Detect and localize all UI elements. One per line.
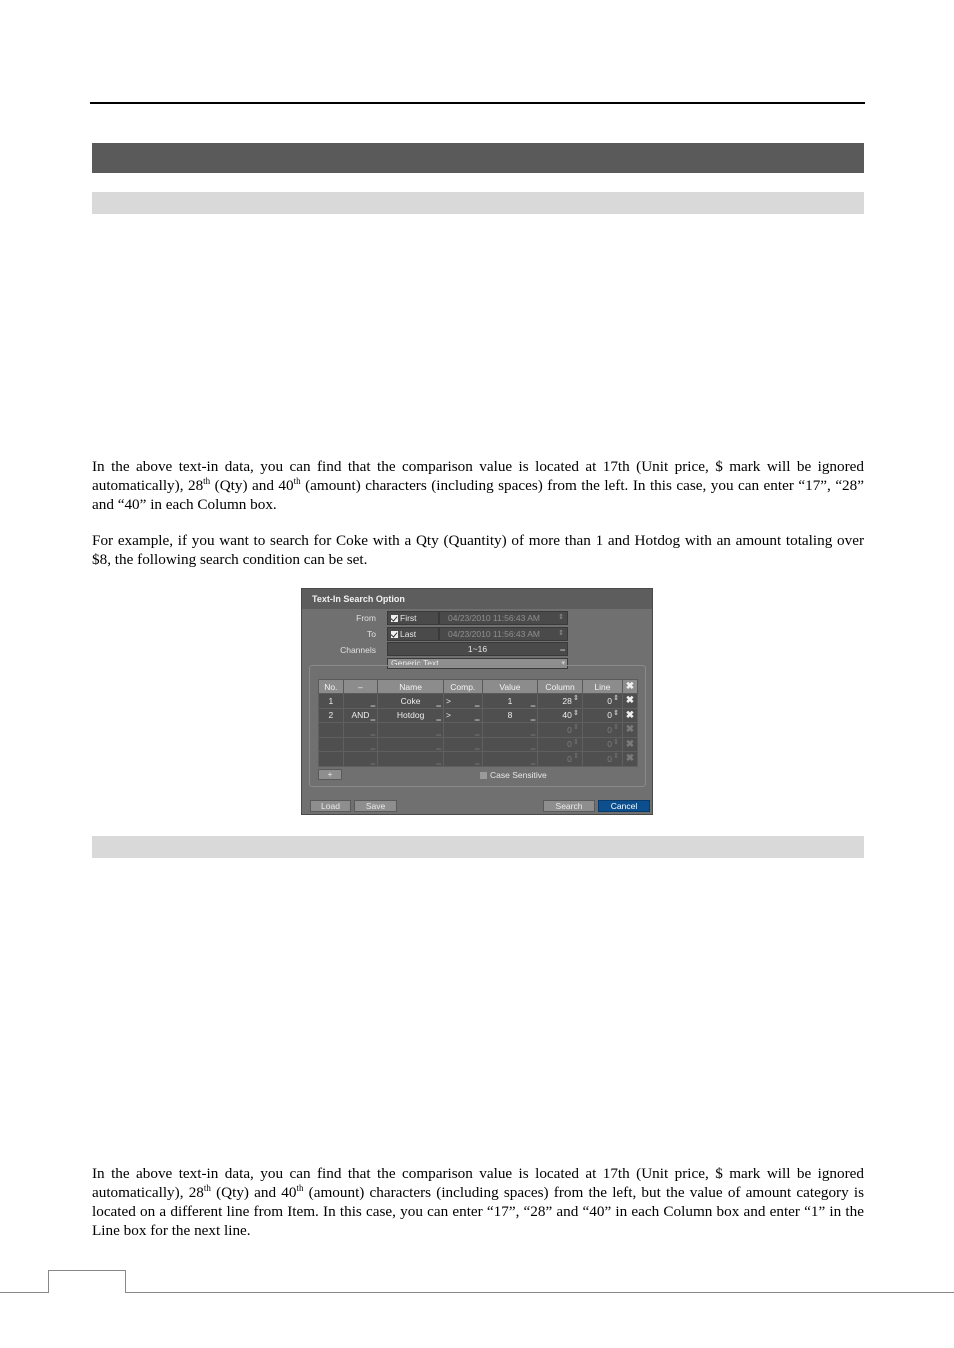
footer-rule [0,1292,954,1293]
page-number-tab [48,1270,126,1293]
header-rule [90,102,865,104]
row-name[interactable]: ▁ [378,752,444,767]
row-line[interactable]: 0 ⇕ [582,708,622,723]
row-line[interactable]: 0 ⇕ [582,694,622,709]
row-operator[interactable]: ▁ [343,694,378,709]
channels-label: Channels [340,645,376,655]
add-row-button[interactable]: + [318,769,342,780]
spinner-icon: ⇕ [558,630,564,637]
row-name[interactable]: Coke ▁ [378,694,444,709]
row-comp[interactable]: > ▁ [444,708,483,723]
col-comp: Comp. [444,680,483,694]
col-value: Value [482,680,538,694]
table-row [319,752,638,767]
col-no: No. [319,680,344,694]
paragraph-3: In the above text-in data, you can find that the comparison value is located at 17th (Unit price, $ mark will be ignored automatically), 28th (Qty) and 40th (amount) characters (including spaces) from the left, but the value of amount category is located on a different line from Item. In this case, you can enter “17”, “28” and “40” in each Column box and enter “1” in the Line box for the next line. [92,1165,865,1239]
row-operator[interactable]: ▁ [343,723,378,738]
to-datetime-field[interactable]: 04/23/2010 11:56:43 AM ⇕ [439,627,568,641]
row-name[interactable]: ▁ [378,737,444,752]
delete-row-button[interactable] [623,737,638,752]
row-value[interactable]: ▁ [482,723,538,738]
from-label: From [356,613,376,623]
row-no [319,723,344,738]
row-comp[interactable]: ▁ [444,752,483,767]
row-column[interactable]: 28 ⇕ [538,694,582,709]
delete-row-button[interactable] [623,723,638,738]
save-button[interactable]: Save [354,800,397,812]
delete-row-button[interactable] [623,708,638,723]
x-icon: ✖ [625,738,635,750]
channels-field[interactable]: 1~16 ▁ [387,642,568,656]
paragraph-1: In the above text-in data, you can find that the comparison value is located at 17th (Unit price, $ mark will be ignored automatically), 28th (Qty) and 40th (amount) characters (including spaces) from the left. In this case, you can enter “17”, “28” and “40” in each Column box. [92,458,864,513]
text-type-select[interactable]: Generic Text ▾ [387,658,568,669]
row-comp[interactable]: > ▁ [444,694,483,709]
spinner-icon: ⇕ [558,614,564,621]
row-column[interactable]: 0 ⇕ [538,723,582,738]
table-row [319,723,638,738]
row-operator[interactable]: ▁ [343,752,378,767]
subsection-bar-1 [92,192,864,214]
row-no [319,737,344,752]
x-icon: ✖ [625,695,635,707]
dialog-title: Text-In Search Option [302,589,652,609]
delete-row-button[interactable] [623,694,638,709]
paragraph-2: For example, if you want to search for Coke with a Qty (Quantity) of more than 1 and Hotdog with an amount totaling over $8, the following search condition can be set. [92,532,864,568]
row-comp[interactable]: ▁ [444,723,483,738]
check-icon [391,631,398,638]
row-line[interactable]: 0 ⇕ [582,737,622,752]
check-icon [391,615,398,622]
row-comp[interactable]: ▁ [444,737,483,752]
chevron-down-icon: ▾ [561,660,565,667]
col-operator: – [343,680,378,694]
row-operator[interactable]: AND ▁ [343,708,378,723]
from-first-checkbox[interactable]: First [387,611,439,625]
checkbox-icon [480,772,487,779]
to-label: To [367,629,376,639]
x-icon: ✖ [623,680,638,694]
cancel-button[interactable]: Cancel [598,800,650,812]
row-no: 2 [319,708,344,723]
col-line: Line [582,680,622,694]
to-last-checkbox[interactable]: Last [387,627,439,641]
subsection-bar-2 [92,836,864,858]
col-name: Name [378,680,444,694]
x-icon: ✖ [625,753,635,765]
row-column[interactable]: 0 ⇕ [538,737,582,752]
row-line[interactable]: 0 ⇕ [582,723,622,738]
row-column[interactable]: 0 ⇕ [538,752,582,767]
col-column: Column [538,680,582,694]
x-icon: ✖ [625,709,635,721]
row-value[interactable]: ▁ [482,737,538,752]
search-rules-table [318,679,638,767]
row-value[interactable]: 8 ▁ [482,708,538,723]
row-value[interactable]: ▁ [482,752,538,767]
x-icon: ✖ [625,724,635,736]
row-column[interactable]: 40 ⇕ [538,708,582,723]
row-operator[interactable]: ▁ [343,737,378,752]
load-button[interactable]: Load [310,800,351,812]
section-title-bar [92,143,864,173]
search-button[interactable]: Search [543,800,595,812]
delete-row-button[interactable] [623,752,638,767]
row-no [319,752,344,767]
table-row [319,737,638,752]
row-value[interactable]: 1 ▁ [482,694,538,709]
row-line[interactable]: 0 ⇕ [582,752,622,767]
text-in-search-dialog [301,588,653,815]
row-name[interactable]: Hotdog ▁ [378,708,444,723]
from-datetime-field[interactable]: 04/23/2010 11:56:43 AM ⇕ [439,611,568,625]
table-row [319,708,638,723]
case-sensitive-checkbox[interactable]: Case Sensitive [480,770,547,780]
dropdown-icon: ▁ [560,645,565,651]
row-no: 1 [319,694,344,709]
table-row [319,694,638,709]
row-name[interactable]: ▁ [378,723,444,738]
